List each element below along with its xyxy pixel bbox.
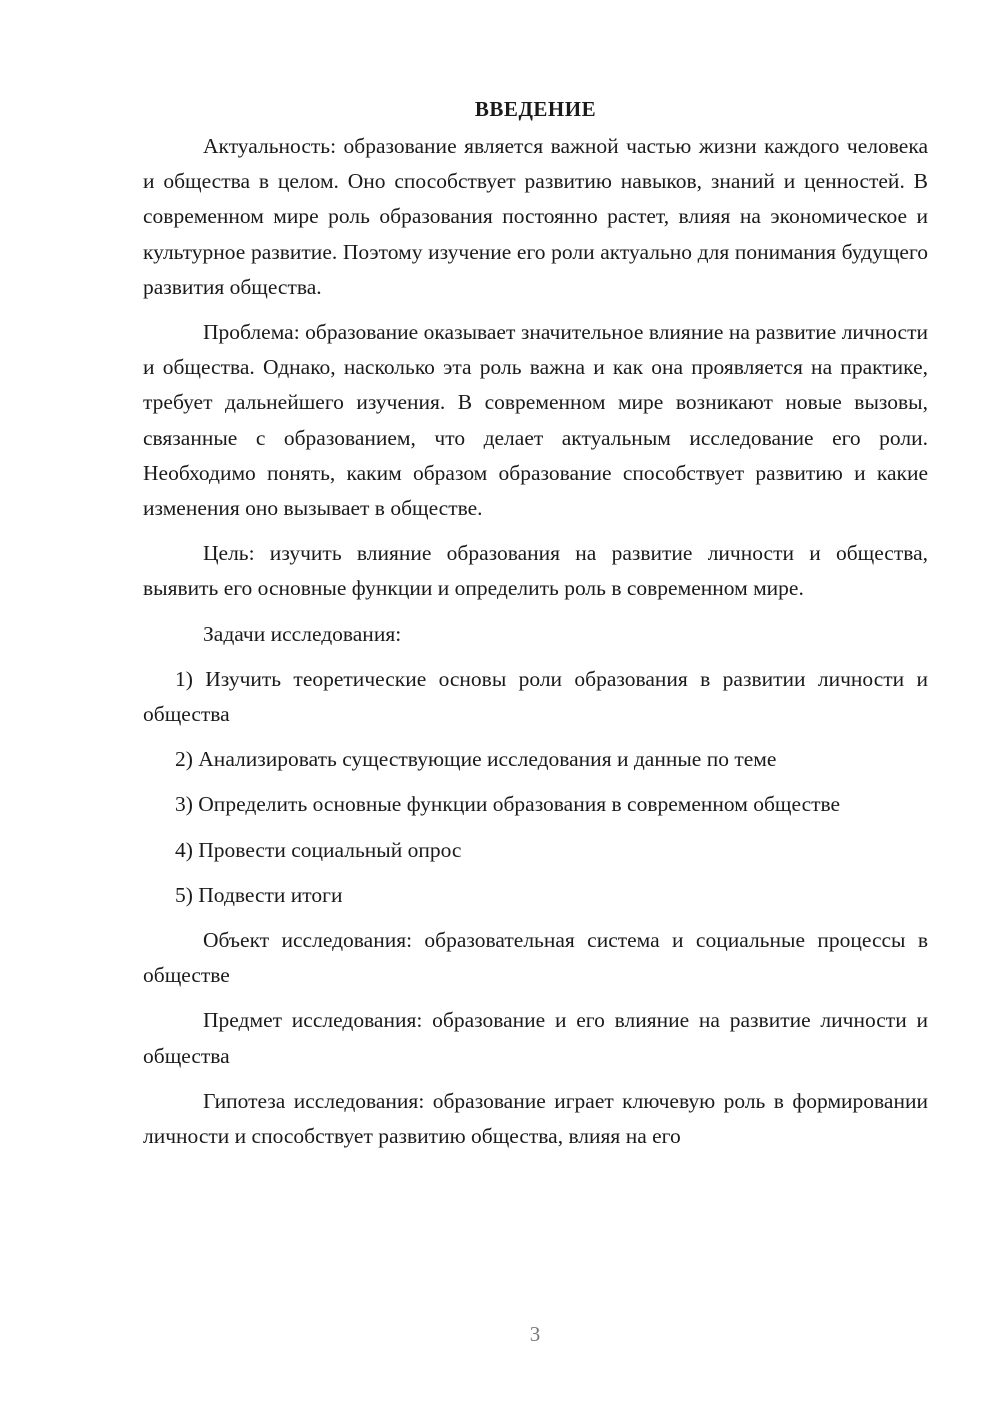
paragraph-object: Объект исследования: образовательная система и социальные процессы в обществе bbox=[143, 928, 928, 988]
paragraph-problem: Проблема: образование оказывает значительное влияние на развитие личности и общества. Однако, насколько эта роль важна и как она проявляется на практике, требует дальнейшего изучения. В современном мире возникают новые вызовы, связанные с образованием, что делает актуальным исследование его роли. Необходимо понять, каким образом образование способствует развитию и какие изменения оно вызывает в обществе. bbox=[143, 320, 928, 521]
document-page bbox=[143, 92, 928, 1164]
paragraph-goal: Цель: изучить влияние образования на развитие личности и общества, выявить его основные функции и определить роль в современном мире. bbox=[143, 541, 928, 601]
tasks-heading: Задачи исследования: bbox=[203, 621, 402, 646]
paragraph-hypothesis: Гипотеза исследования: образование играет ключевую роль в формировании личности и способствует развитию общества, влияя на его bbox=[143, 1088, 928, 1149]
paragraph-subject: Предмет исследования: образование и его влияние на развитие личности и общества bbox=[143, 1008, 928, 1068]
task-item-5: 5) Подвести итоги bbox=[175, 882, 343, 907]
section-title: ВВЕДЕНИЕ bbox=[474, 97, 597, 121]
task-item-2: 2) Анализировать существующие исследования и данные по теме bbox=[175, 747, 777, 772]
paragraph-relevance: Актуальность: образование является важной частью жизни каждого человека и общества в целом. Оно способствует развитию навыков, знаний и ценностей. В современном мире роль образования постоянно растет, влияя на экономическое и культурное развитие. Поэтому изучение его роли актуально для понимания будущего развития общества. bbox=[143, 134, 928, 299]
task-item-4: 4) Провести социальный опрос bbox=[175, 837, 462, 862]
page-number: 3 bbox=[529, 1322, 541, 1346]
task-item-3: 3) Определить основные функции образования в современном обществе bbox=[175, 792, 841, 817]
task-item-1: 1) Изучить теоретические основы роли образования в развитии личности и общества bbox=[143, 666, 928, 727]
